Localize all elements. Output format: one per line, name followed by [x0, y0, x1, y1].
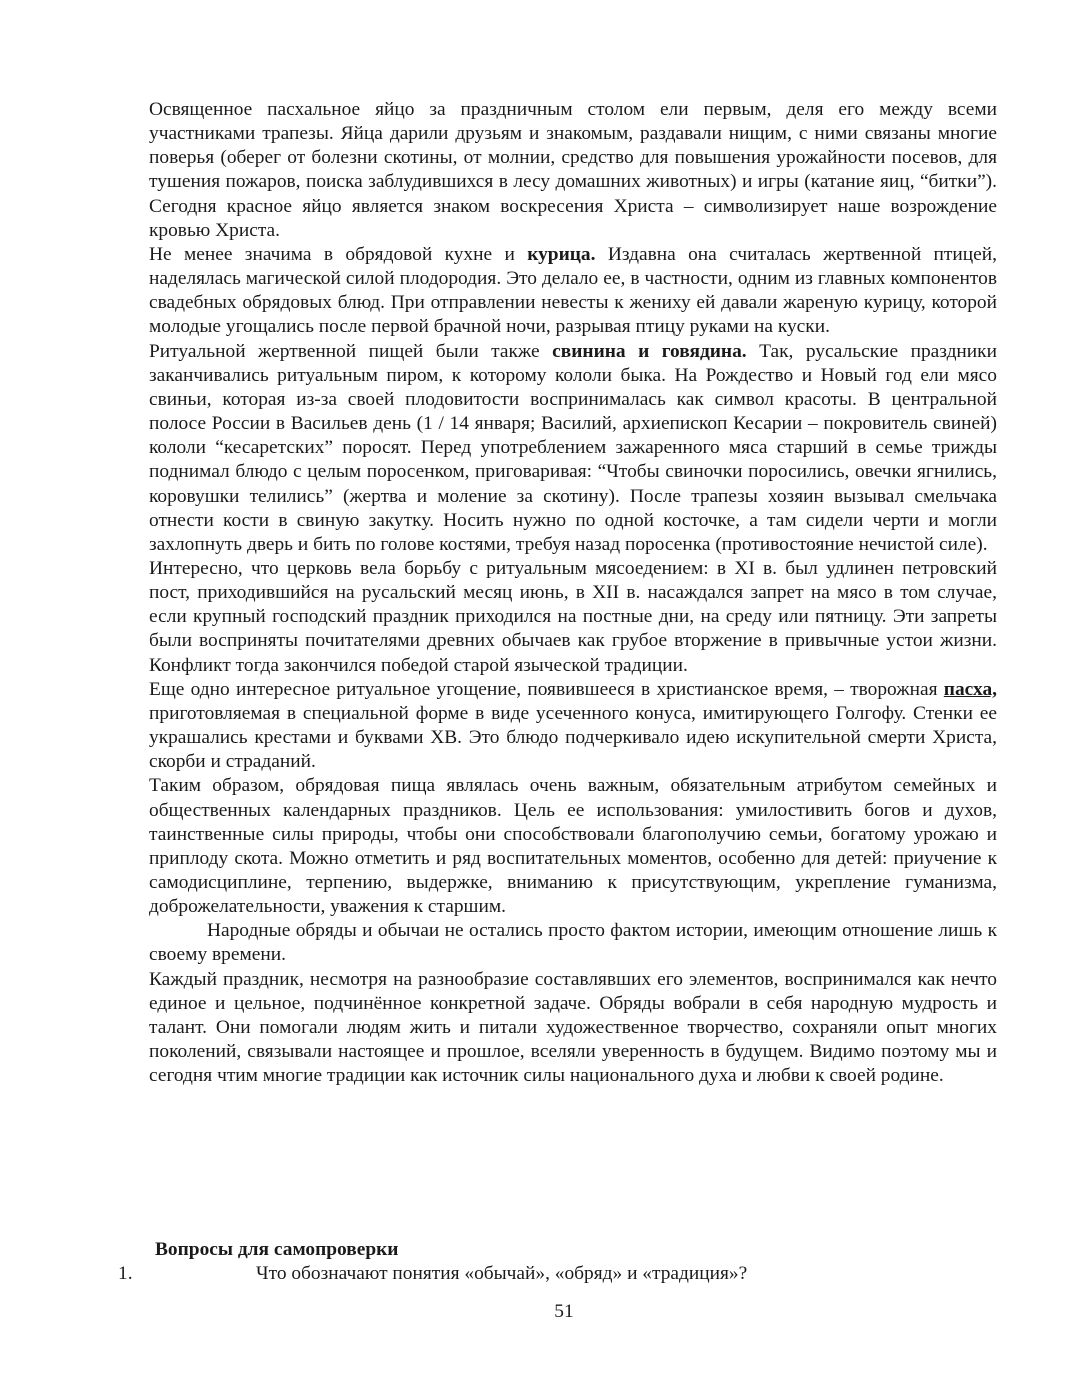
paragraph-text: Не менее значима в обрядовой кухне и	[149, 243, 528, 265]
page-number: 51	[554, 1301, 574, 1322]
paragraph-holiday: Каждый праздник, несмотря на разнообразие составлявших его элементов, воспринимался как нечто единое и цельное, подчинённое конкретной задаче. Обряды вобрали в себя народную мудрость и талант. Они помогали людям жить и питали художественное творчество, сохраняли опыт многих поколений, связывали настоящее и прошлое, вселяли уверенность в будущем. Видимо поэтому мы и сегодня чтим многие традиции как источник силы национального духа и любви к своей родине.	[149, 968, 997, 1087]
bold-term: свинина и говядина.	[552, 340, 747, 362]
paragraph-text: приготовляемая в специальной форме в виде усеченного конуса, имитирующего Голгофу. Стенки ее украшались крестами и буквами ХВ. Это блюдо подчеркивало идею искупительной смерти Христа, скорби и страданий.	[149, 702, 997, 773]
question-number: 1.	[118, 1263, 133, 1284]
paragraph-text: Так, русальские праздники заканчивались ритуальным пиром, к которому кололи быка. На Рождество и Новый год ели мясо свиньи, которая из-за своей плодовитости воспринималась как символ красоты. В центральной полосе России в Васильев день (1 / 14 января; Василий, архиепископ Кесарии – покровитель свиней) кололи “кесаретских” поросят. Перед употреблением зажаренного мяса старший в семье трижды поднимал блюдо с целым поросенком, приговаривая: “Чтобы свиночки поросились, овечки ягнились, коровушки телились” (жертва и моление за скотину). После трапезы хозяин вызывал смельчака отнести кости в свиную закутку. Носить нужно по одной косточке, а там сидели черти и могли захлопнуть дверь и бить по голове костями, требуя назад поросенка (противостояние нечистой силе).	[149, 340, 997, 555]
paragraph-paskha	[149, 678, 997, 775]
question-text: Что обозначают понятия «обычай», «обряд» и «традиция»?	[256, 1263, 748, 1284]
paragraph-easter-egg: Освященное пасхальное яйцо за праздничным столом ели первым, деля его между всеми участниками трапезы. Яйца дарили друзьям и знакомым, раздавали нищим, с ними связаны многие поверья (оберег от болезни скотины, от молнии, средство для повышения урожайности посевов, для тушения пожаров, поиска заблудившихся в лесу домашних животных) и игры (катание яиц, “битки”). Сегодня красное яйцо является знаком воскресения Христа – символизирует наше возрождение кровью Христа.	[149, 99, 997, 241]
paragraph-customs: Народные обряды и обычаи не остались просто фактом истории, имеющим отношение лишь к своему времени.	[149, 920, 997, 966]
paragraph-ritual-food: Таким образом, обрядовая пища являлась очень важным, обязательным атрибутом семейных и общественных календарных праздников. Цель ее использования: умилостивить богов и духов, таинственные силы природы, чтобы они способствовали благополучию семьи, богатому урожаю и приплоду скота. Можно отметить и ряд воспитательных моментов, особенно для детей: приучение к самодисциплине, терпению, выдержке, вниманию к присутствующим, укрепление гуманизма, доброжелательности, уважения к старшим.	[149, 775, 997, 918]
questions-heading: Вопросы для самопроверки	[155, 1239, 399, 1260]
paragraph-church: Интересно, что церковь вела борьбу с ритуальным мясоедением: в XI в. был удлинен петровский пост, приходившийся на русальский месяц июнь, в XII в. насаждался запрет на мясо в том случае, если крупный господский праздник приходился на постные дни, на среду или пятницу. Эти запреты были восприняты почитателями древних обычаев как грубое вторжение в привычные устои жизни. Конфликт тогда закончился победой старой языческой традиции.	[149, 557, 997, 676]
body-text	[149, 98, 997, 1088]
paragraph-chicken	[149, 243, 997, 340]
bold-term: пасха,	[943, 678, 997, 700]
paragraph-text: Ритуальной жертвенной пищей были также	[149, 340, 553, 362]
bold-term: курица.	[527, 243, 596, 265]
paragraph-text: Издавна она считалась жертвенной птицей, наделялась магической силой плодородия. Это делало ее, в частности, одним из главных компонентов свадебных обрядовых блюд. При отправлении невесты к жениху ей давали жареную курицу, которой молодые угощались после первой брачной ночи, разрывая птицу руками на куски.	[149, 243, 997, 338]
paragraph-text: Еще одно интересное ритуальное угощение, появившееся в христианское время, – творожная	[149, 678, 944, 700]
paragraph-pork-beef	[149, 340, 997, 557]
